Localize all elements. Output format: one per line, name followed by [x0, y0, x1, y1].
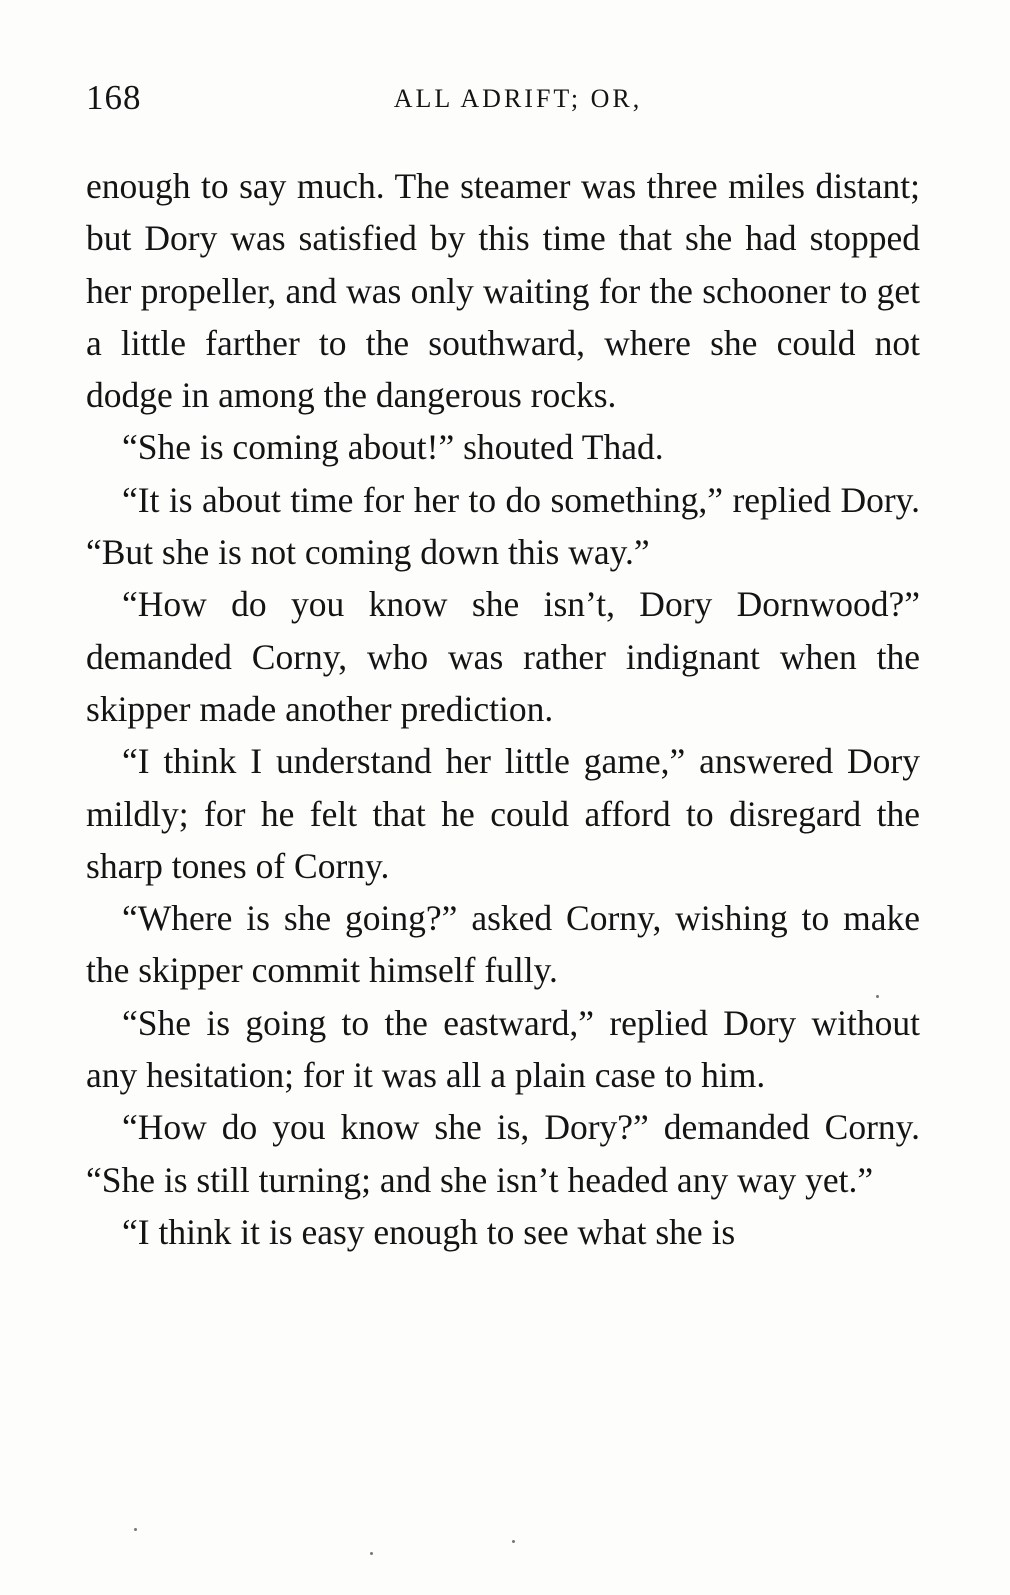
- paragraph: “I think I understand her little game,” answered Dory mildly; for he felt that he could afford to disregard the sharp tones of Corny.: [86, 741, 920, 886]
- print-speck: [512, 1540, 515, 1543]
- paragraph: “How do you know she isn’t, Dory Dornwood?” demanded Corny, who was rather indignant when the skipper made another prediction.: [86, 584, 920, 729]
- paragraph: “I think it is easy enough to see what she is: [122, 1211, 736, 1252]
- print-speck: [134, 1528, 137, 1531]
- paragraph: “It is about time for her to do something,” replied Dory. “But she is not coming down this way.”: [86, 479, 920, 573]
- running-title: ALL ADRIFT; OR,: [393, 84, 643, 113]
- running-head: [86, 78, 920, 118]
- page-number: 168: [86, 78, 142, 117]
- print-speck: [370, 1552, 373, 1555]
- paragraph: enough to say much. The steamer was three miles distant; but Dory was satisfied by this time that she had stopped her propeller, and was only waiting for the schooner to get a little farther to the southward, where she could not dodge in among the dangerous rocks.: [86, 166, 920, 416]
- body-text: [86, 160, 920, 1258]
- paragraph: “She is coming about!” shouted Thad.: [122, 427, 664, 468]
- paragraph: “How do you know she is, Dory?” demanded Corny. “She is still turning; and she isn’t headed any way yet.”: [86, 1107, 920, 1200]
- paragraph: “She is going to the eastward,” replied Dory without any hesitation; for it was all a plain case to him.: [86, 1002, 920, 1096]
- print-speck: [876, 995, 879, 998]
- paragraph: “Where is she going?” asked Corny, wishing to make the skipper commit himself fully.: [86, 898, 920, 991]
